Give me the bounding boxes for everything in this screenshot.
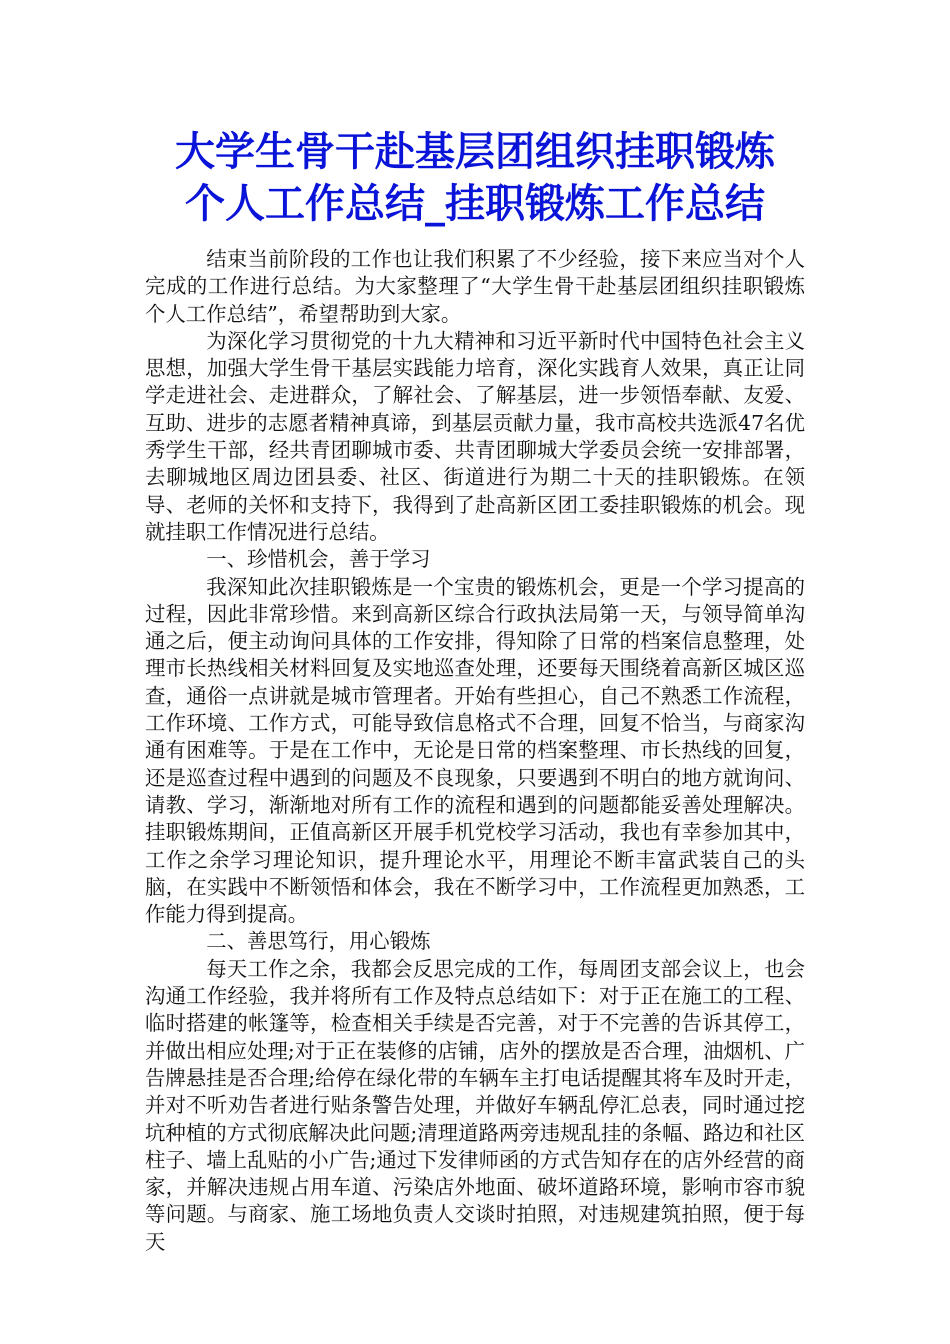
body-paragraph-section-2: 每天工作之余，我都会反思完成的工作，每周团支部会议上，也会沟通工作经验，我并将所有工作及特点总结如下：对于正在施工的工程、临时搭建的帐篷等，检查相关手续是否完善，对于不完善的告诉其停工，并做出相应处理;对于正在装修的店铺，店外的摆放是否合理，油烟机、广告牌悬挂是否合理;给停在绿化带的车辆车主打电话提醒其将车及时开走，并对不听劝告者进行贴条警告处理，并做好车辆乱停汇总表，同时通过挖坑种植的方式彻底解决此问题;清理道路两旁违规乱挂的条幅、路边和社区柱子、墙上乱贴的小广告;通过下发律师函的方式告知存在的店外经营的商家，并解决违规占用车道、污染店外地面、破坏道路环境，影响市容市貌等问题。与商家、施工场地负责人交谈时拍照，对违规建筑拍照，便于每天 [145,956,805,1254]
body-paragraph-section-1: 我深知此次挂职锻炼是一个宝贵的锻炼机会，更是一个学习提高的过程，因此非常珍惜。来到高新区综合行政执法局第一天，与领导简单沟通之后，便主动询问具体的工作安排，得知除了日常的档案信息整理，处理市长热线相关材料回复及实地巡查处理，还要每天围绕着高新区城区巡查，通俗一点讲就是城市管理者。开始有些担心，自己不熟悉工作流程，工作环境、工作方式，可能导致信息格式不合理，回复不恰当，与商家沟通有困难等。于是在工作中，无论是日常的档案整理、市长热线的回复，还是巡查过程中遇到的问题及不良现象，只要遇到不明白的地方就询问、请教、学习，渐渐地对所有工作的流程和遇到的问题都能妥善处理解决。挂职锻炼期间，正值高新区开展手机党校学习活动，我也有幸参加其中，工作之余学习理论知识，提升理论水平，用理论不断丰富武装自己的头脑，在实践中不断领悟和体会，我在不断学习中，工作流程更加熟悉，工作能力得到提高。 [145,574,805,927]
document-title-line-2: 个人工作总结_挂职锻炼工作总结 [185,180,765,227]
document-body [145,246,805,1256]
section-heading-1: 一、珍惜机会，善于学习 [206,547,431,572]
section-heading-2: 二、善思笃行，用心锻炼 [206,929,431,954]
document-title-line-1: 大学生骨干赴基层团组织挂职锻炼 [175,128,775,175]
body-paragraph-intro: 结束当前阶段的工作也让我们积累了不少经验，接下来应当对个人完成的工作进行总结。为大家整理了“大学生骨干赴基层团组织挂职锻炼个人工作总结”，希望帮助到大家。 [145,247,805,326]
document-title [120,126,830,230]
body-paragraph-background: 为深化学习贯彻党的十九大精神和习近平新时代中国特色社会主义思想，加强大学生骨干基层实践能力培育，深化实践育人效果，真正让同学走进社会、走进群众，了解社会、了解基层，进一步领悟奉献、友爱、互助、进步的志愿者精神真谛，到基层贡献力量，我市高校共选派47名优秀学生干部，经共青团聊城市委、共青团聊城大学委员会统一安排部署，去聊城地区周边团县委、社区、街道进行为期二十天的挂职锻炼。在领导、老师的关怀和支持下，我得到了赴高新区团工委挂职锻炼的机会。现就挂职工作情况进行总结。 [145,328,805,544]
